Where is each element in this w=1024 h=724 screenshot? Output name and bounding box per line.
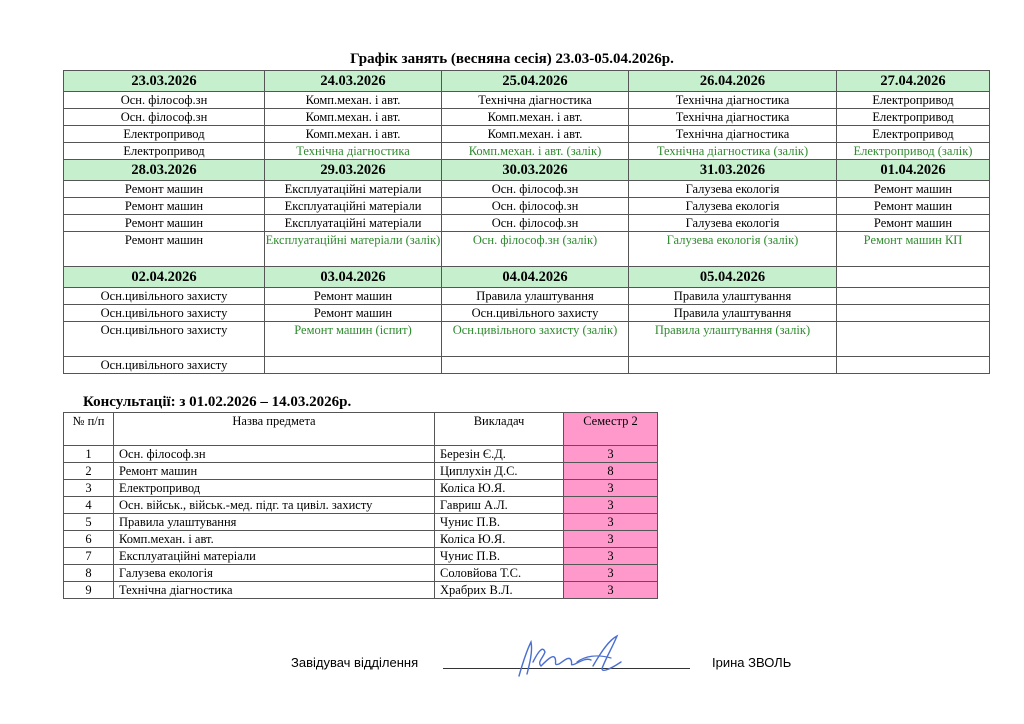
schedule-row xyxy=(64,181,990,198)
row-teacher: Храбрих В.Л. xyxy=(435,582,564,599)
date-cell: 26.04.2026 xyxy=(629,71,837,92)
schedule-cell: Комп.механ. і авт. xyxy=(442,109,629,126)
schedule-cell: Ремонт машин xyxy=(64,215,265,232)
schedule-cell: Електропривод xyxy=(837,126,990,143)
row-hours: 3 xyxy=(564,565,658,582)
schedule-cell-exam: Правила улаштування (залік) xyxy=(629,322,837,357)
row-num: 6 xyxy=(64,531,114,548)
row-subject: Правила улаштування xyxy=(114,514,435,531)
consultations-table xyxy=(63,412,658,599)
row-teacher: Чунис П.В. xyxy=(435,514,564,531)
date-cell: 31.03.2026 xyxy=(629,160,837,181)
row-subject: Комп.механ. і авт. xyxy=(114,531,435,548)
row-num: 4 xyxy=(64,497,114,514)
schedule-row xyxy=(64,109,990,126)
row-num: 7 xyxy=(64,548,114,565)
date-cell: 25.04.2026 xyxy=(442,71,629,92)
row-teacher: Циплухін Д.С. xyxy=(435,463,564,480)
schedule-cell-exam: Ремонт машин КП xyxy=(837,232,990,267)
row-num: 2 xyxy=(64,463,114,480)
schedule-cell: Технічна діагностика xyxy=(442,92,629,109)
row-hours: 3 xyxy=(564,480,658,497)
schedule-cell: Технічна діагностика xyxy=(629,126,837,143)
row-hours: 3 xyxy=(564,582,658,599)
schedule-cell xyxy=(629,357,837,374)
date-row xyxy=(64,71,990,92)
schedule-cell: Ремонт машин xyxy=(265,305,442,322)
schedule-cell-exam: Галузева екологія (залік) xyxy=(629,232,837,267)
schedule-cell: Комп.механ. і авт. xyxy=(265,109,442,126)
row-num: 8 xyxy=(64,565,114,582)
schedule-cell: Осн.цивільного захисту xyxy=(64,305,265,322)
schedule-cell-exam: Осн.цивільного захисту (залік) xyxy=(442,322,629,357)
date-cell: 02.04.2026 xyxy=(64,267,265,288)
schedule-cell xyxy=(837,305,990,322)
schedule-cell xyxy=(837,288,990,305)
table-row xyxy=(64,497,658,514)
row-num: 5 xyxy=(64,514,114,531)
schedule-cell: Ремонт машин xyxy=(265,288,442,305)
schedule-table xyxy=(63,70,990,374)
header-subject: Назва предмета xyxy=(114,413,435,446)
schedule-cell xyxy=(837,357,990,374)
row-num: 1 xyxy=(64,446,114,463)
schedule-row xyxy=(64,322,990,357)
table-row xyxy=(64,565,658,582)
row-teacher: Коліса Ю.Я. xyxy=(435,480,564,497)
row-num: 3 xyxy=(64,480,114,497)
date-cell: 04.04.2026 xyxy=(442,267,629,288)
schedule-row xyxy=(64,143,990,160)
row-teacher: Коліса Ю.Я. xyxy=(435,531,564,548)
row-subject: Технічна діагностика xyxy=(114,582,435,599)
schedule-row xyxy=(64,198,990,215)
header-semester: Семестр 2 xyxy=(564,413,658,446)
schedule-cell: Осн.цивільного захисту xyxy=(64,288,265,305)
schedule-row xyxy=(64,126,990,143)
handwritten-signature xyxy=(513,632,628,682)
schedule-row xyxy=(64,288,990,305)
schedule-cell: Ремонт машин xyxy=(64,232,265,267)
row-subject: Осн. філософ.зн xyxy=(114,446,435,463)
row-hours: 3 xyxy=(564,548,658,565)
schedule-cell: Комп.механ. і авт. xyxy=(442,126,629,143)
schedule-cell-exam: Осн. філософ.зн (залік) xyxy=(442,232,629,267)
schedule-row xyxy=(64,215,990,232)
schedule-cell: Галузева екологія xyxy=(629,198,837,215)
row-hours: 3 xyxy=(564,497,658,514)
header-teacher: Викладач xyxy=(435,413,564,446)
schedule-cell xyxy=(442,357,629,374)
date-cell: 01.04.2026 xyxy=(837,160,990,181)
schedule-cell: Осн. філософ.зн xyxy=(442,215,629,232)
table-row xyxy=(64,463,658,480)
schedule-cell-exam: Експлуатаційні матеріали (залік) xyxy=(265,232,442,267)
table-row xyxy=(64,514,658,531)
row-subject: Ремонт машин xyxy=(114,463,435,480)
row-teacher: Чунис П.В. xyxy=(435,548,564,565)
schedule-cell: Галузева екологія xyxy=(629,215,837,232)
date-cell: 23.03.2026 xyxy=(64,71,265,92)
schedule-cell: Осн. філософ.зн xyxy=(442,198,629,215)
row-subject: Осн. військ., військ.-мед. підг. та цивіл. захисту xyxy=(114,497,435,514)
date-row xyxy=(64,160,990,181)
table-row xyxy=(64,480,658,497)
schedule-cell: Технічна діагностика xyxy=(629,92,837,109)
table-row xyxy=(64,531,658,548)
schedule-cell: Правила улаштування xyxy=(629,305,837,322)
schedule-cell: Експлуатаційні матеріали xyxy=(265,215,442,232)
row-hours: 3 xyxy=(564,531,658,548)
schedule-cell: Комп.механ. і авт. xyxy=(265,92,442,109)
schedule-cell: Осн. філософ.зн xyxy=(64,109,265,126)
date-cell: 03.04.2026 xyxy=(265,267,442,288)
signature-name: Ірина ЗВОЛЬ xyxy=(712,655,792,670)
row-teacher: Березін Є.Д. xyxy=(435,446,564,463)
schedule-row xyxy=(64,357,990,374)
schedule-cell: Електропривод xyxy=(837,92,990,109)
schedule-cell: Технічна діагностика xyxy=(629,109,837,126)
date-cell: 24.03.2026 xyxy=(265,71,442,92)
page-title: Графік занять (весняна сесія) 23.03-05.04.2026р. xyxy=(350,51,674,67)
schedule-cell: Осн. філософ.зн xyxy=(64,92,265,109)
date-row xyxy=(64,267,990,288)
date-cell: 05.04.2026 xyxy=(629,267,837,288)
date-cell: 30.03.2026 xyxy=(442,160,629,181)
row-subject: Галузева екологія xyxy=(114,565,435,582)
schedule-row xyxy=(64,305,990,322)
schedule-cell: Правила улаштування xyxy=(629,288,837,305)
row-teacher: Соловйова Т.С. xyxy=(435,565,564,582)
schedule-cell: Експлуатаційні матеріали xyxy=(265,198,442,215)
schedule-cell: Осн.цивільного захисту xyxy=(64,357,265,374)
schedule-cell: Електропривод xyxy=(837,109,990,126)
schedule-cell: Ремонт машин xyxy=(64,198,265,215)
schedule-cell: Осн.цивільного захисту xyxy=(442,305,629,322)
date-cell-empty xyxy=(837,267,990,288)
schedule-cell-exam: Ремонт машин (іспит) xyxy=(265,322,442,357)
row-hours: 3 xyxy=(564,446,658,463)
schedule-cell xyxy=(265,357,442,374)
schedule-cell: Комп.механ. і авт. xyxy=(265,126,442,143)
table-row xyxy=(64,548,658,565)
row-subject: Експлуатаційні матеріали xyxy=(114,548,435,565)
schedule-cell: Ремонт машин xyxy=(64,181,265,198)
schedule-cell-exam: Електропривод (залік) xyxy=(837,143,990,160)
table-row xyxy=(64,446,658,463)
row-teacher: Гавриш А.Л. xyxy=(435,497,564,514)
row-subject: Електропривод xyxy=(114,480,435,497)
schedule-cell xyxy=(837,322,990,357)
row-hours: 8 xyxy=(564,463,658,480)
schedule-cell: Електропривод xyxy=(64,143,265,160)
schedule-cell: Експлуатаційні матеріали xyxy=(265,181,442,198)
schedule-cell-exam: Технічна діагностика (залік) xyxy=(629,143,837,160)
schedule-cell: Ремонт машин xyxy=(837,198,990,215)
schedule-row xyxy=(64,92,990,109)
date-cell: 27.04.2026 xyxy=(837,71,990,92)
date-cell: 29.03.2026 xyxy=(265,160,442,181)
schedule-cell: Технічна діагностика xyxy=(265,143,442,160)
consultations-title: Консультації: з 01.02.2026 – 14.03.2026р. xyxy=(83,394,352,410)
row-hours: 3 xyxy=(564,514,658,531)
signature-role: Завідувач відділення xyxy=(291,655,419,670)
schedule-row xyxy=(64,232,990,267)
row-num: 9 xyxy=(64,582,114,599)
schedule-cell: Ремонт машин xyxy=(837,215,990,232)
schedule-cell-exam: Комп.механ. і авт. (залік) xyxy=(442,143,629,160)
schedule-cell: Електропривод xyxy=(64,126,265,143)
header-num: № п/п xyxy=(64,413,114,446)
schedule-cell: Правила улаштування xyxy=(442,288,629,305)
table-row xyxy=(64,582,658,599)
schedule-cell: Осн. філософ.зн xyxy=(442,181,629,198)
schedule-cell: Галузева екологія xyxy=(629,181,837,198)
schedule-cell: Осн.цивільного захисту xyxy=(64,322,265,357)
date-cell: 28.03.2026 xyxy=(64,160,265,181)
consultations-header-row xyxy=(64,413,658,446)
schedule-cell: Ремонт машин xyxy=(837,181,990,198)
